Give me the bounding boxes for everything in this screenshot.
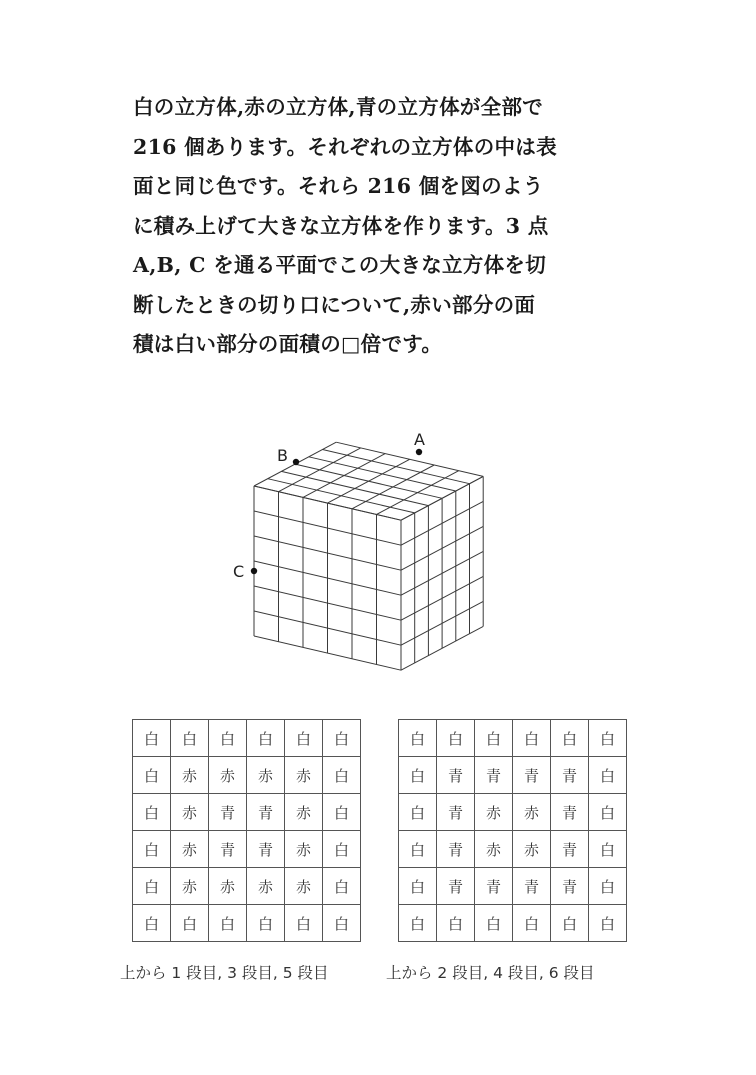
- grid-cell: 白: [589, 794, 627, 831]
- grid-cell: 白: [437, 720, 475, 757]
- cube-grid-lines: [254, 442, 483, 670]
- grid-cell: 白: [133, 794, 171, 831]
- grid-cell: 白: [209, 720, 247, 757]
- point-a-dot: [416, 449, 422, 455]
- grid-cell: 白: [133, 868, 171, 905]
- grid-cell: 白: [323, 794, 361, 831]
- grid-cell: 赤: [285, 794, 323, 831]
- problem-line: 面と同じ色です。それら 216 個を図のよう: [133, 174, 544, 198]
- cube-edge: [336, 442, 483, 476]
- grid-cell: 赤: [171, 868, 209, 905]
- grid-cell: 青: [209, 831, 247, 868]
- grid-cell: 青: [513, 868, 551, 905]
- grid-cell: 白: [171, 720, 209, 757]
- problem-line: 白の立方体,赤の立方体,青の立方体が全部で: [133, 95, 544, 119]
- grid-cell: 白: [247, 905, 285, 942]
- grid-cell: 白: [323, 831, 361, 868]
- grid-cell: 白: [323, 757, 361, 794]
- grid-cell: 青: [551, 831, 589, 868]
- problem-line: に積み上げて大きな立方体を作ります。3 点: [133, 213, 549, 238]
- grid-cell: 白: [247, 720, 285, 757]
- grid-row: [133, 720, 361, 757]
- point-c-label: C: [233, 562, 245, 581]
- cube-edge: [377, 471, 459, 515]
- problem-line: 216 個あります。それぞれの立方体の中は表: [133, 134, 557, 159]
- grid-cell: 白: [589, 831, 627, 868]
- grid-cell: 赤: [171, 757, 209, 794]
- layer-grid-odd: [132, 719, 361, 942]
- point-a-label: A: [414, 430, 425, 449]
- grid-row: [133, 794, 361, 831]
- grid-cell: 白: [399, 720, 437, 757]
- point-c-dot: [251, 568, 257, 574]
- grid-cell: 白: [437, 905, 475, 942]
- grid-cell: 赤: [285, 831, 323, 868]
- grid-cell: 白: [285, 720, 323, 757]
- grid-cell: 赤: [171, 831, 209, 868]
- grid-cell: 白: [589, 905, 627, 942]
- grid-row: [133, 868, 361, 905]
- grid-row: [399, 831, 627, 868]
- grid-cell: 白: [399, 868, 437, 905]
- grid-cell: 白: [133, 757, 171, 794]
- problem-text: [133, 88, 603, 365]
- problem-line: 積は白い部分の面積の□倍です。: [133, 332, 443, 356]
- grid-cell: 青: [247, 831, 285, 868]
- layer-caption-even: 上から 2 段目, 4 段目, 6 段目: [386, 964, 595, 982]
- grid-cell: 白: [475, 720, 513, 757]
- grid-cell: 白: [589, 720, 627, 757]
- grid-cell: 青: [475, 757, 513, 794]
- grid-cell: 青: [437, 757, 475, 794]
- grid-cell: 白: [133, 720, 171, 757]
- grid-cell: 白: [399, 757, 437, 794]
- cube-figure: [215, 418, 515, 693]
- problem-line: A,B, C を通る平面でこの大きな立方体を切: [133, 253, 546, 277]
- grid-row: [399, 794, 627, 831]
- grid-cell: 白: [133, 831, 171, 868]
- grid-cell: 青: [247, 794, 285, 831]
- grid-cell: 青: [209, 794, 247, 831]
- layer-caption-odd: 上から 1 段目, 3 段目, 5 段目: [120, 964, 329, 982]
- grid-cell: 白: [513, 905, 551, 942]
- grid-cell: 白: [513, 720, 551, 757]
- grid-cell: 青: [551, 868, 589, 905]
- point-b: [277, 446, 299, 465]
- grid-cell: 白: [551, 720, 589, 757]
- grid-cell: 白: [589, 757, 627, 794]
- cube-edge: [309, 457, 456, 491]
- grid-cell: 青: [437, 868, 475, 905]
- grid-cell: 白: [209, 905, 247, 942]
- grid-cell: 白: [285, 905, 323, 942]
- grid-row: [133, 831, 361, 868]
- grid-cell: 赤: [513, 794, 551, 831]
- grid-cell: 青: [513, 757, 551, 794]
- grid-cell: 青: [437, 831, 475, 868]
- grid-cell: 赤: [475, 831, 513, 868]
- grid-cell: 赤: [285, 868, 323, 905]
- grid-cell: 白: [589, 868, 627, 905]
- grid-cell: 青: [551, 794, 589, 831]
- cube-edge: [295, 464, 442, 498]
- layer-grid-even: [398, 719, 627, 942]
- grid-cell: 青: [475, 868, 513, 905]
- grid-cell: 白: [399, 794, 437, 831]
- grid-row: [133, 757, 361, 794]
- problem-line: 断したときの切り口について,赤い部分の面: [133, 292, 536, 317]
- cube-edge: [323, 450, 470, 484]
- grid-row: [133, 905, 361, 942]
- grid-cell: 赤: [285, 757, 323, 794]
- grid-cell: 白: [323, 905, 361, 942]
- grid-cell: 赤: [247, 868, 285, 905]
- grid-cell: 白: [171, 905, 209, 942]
- grid-row: [399, 905, 627, 942]
- grid-row: [399, 720, 627, 757]
- grid-row: [399, 868, 627, 905]
- point-b-dot: [293, 459, 299, 465]
- cube-edge: [352, 465, 434, 509]
- grid-cell: 白: [323, 868, 361, 905]
- grid-cell: 赤: [475, 794, 513, 831]
- grid-cell: 白: [323, 720, 361, 757]
- grid-cell: 青: [437, 794, 475, 831]
- grid-cell: 赤: [171, 794, 209, 831]
- grid-cell: 白: [133, 905, 171, 942]
- point-b-label: B: [277, 446, 288, 465]
- grid-cell: 青: [551, 757, 589, 794]
- grid-cell: 赤: [513, 831, 551, 868]
- grid-cell: 赤: [209, 868, 247, 905]
- grid-cell: 白: [551, 905, 589, 942]
- grid-cell: 赤: [247, 757, 285, 794]
- point-a: [414, 430, 425, 455]
- grid-cell: 赤: [209, 757, 247, 794]
- grid-cell: 白: [399, 905, 437, 942]
- grid-row: [399, 757, 627, 794]
- grid-cell: 白: [399, 831, 437, 868]
- grid-cell: 白: [475, 905, 513, 942]
